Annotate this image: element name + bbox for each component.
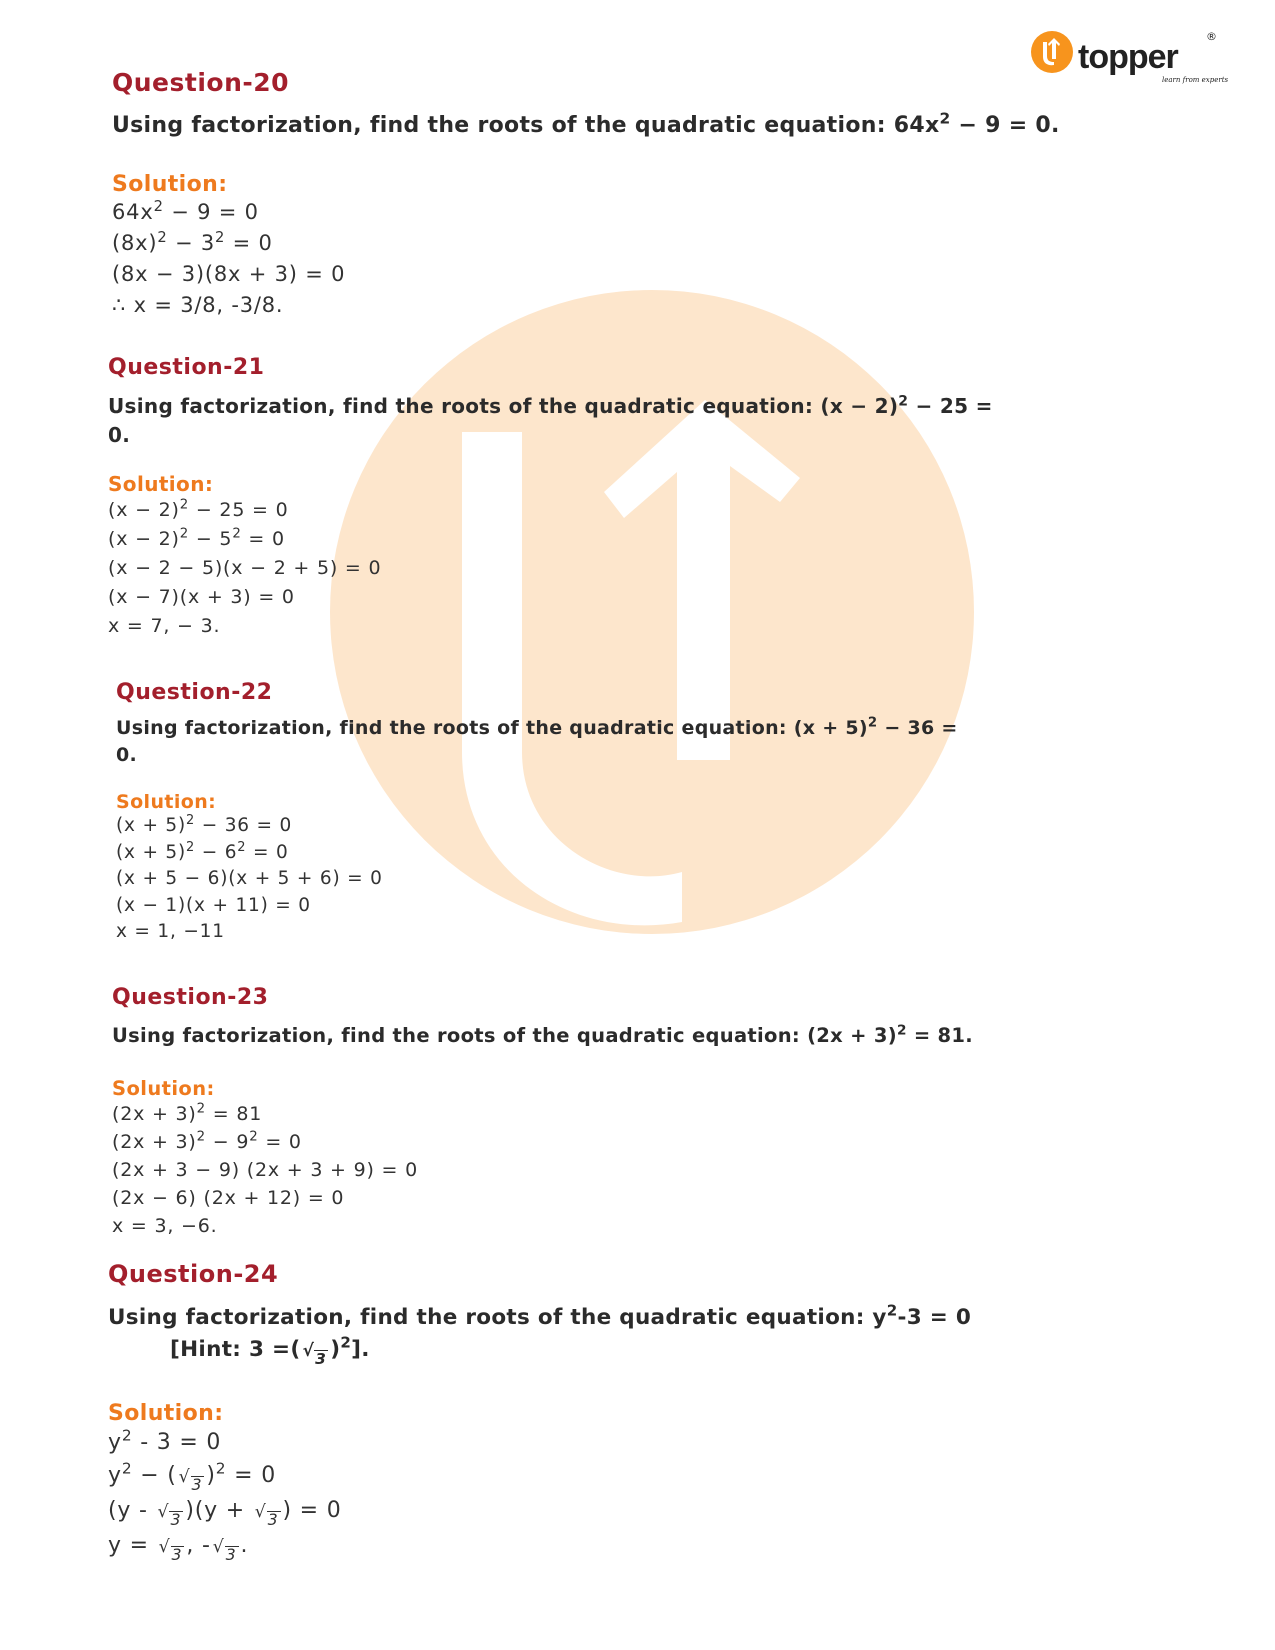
- sqrt3-icon: √ 3: [157, 1502, 182, 1530]
- question-block-20: [112, 68, 1060, 321]
- solution-step: (y - √ 3 )(y + √ 3 ) = 0: [108, 1498, 342, 1530]
- solution-label: Solution:: [108, 472, 214, 496]
- solution-step: $y^2$ − ( √ 3 )$^2$ = 0: [108, 1459, 277, 1495]
- topper-logo: [1030, 28, 1230, 90]
- sqrt3-icon: √ 3: [254, 1502, 279, 1530]
- solution-step: $y^2 - 3 = 0$: [108, 1426, 222, 1455]
- question-title: Question-24: [108, 1260, 279, 1288]
- registered-mark: ®: [1206, 30, 1217, 43]
- solution-label: Solution:: [116, 791, 217, 813]
- question-title: Question-22: [116, 680, 273, 705]
- solution-step: (8x − 3)(8x + 3) = 0: [112, 262, 346, 286]
- question-text: Using factorization, find the roots of the quadratic equation: $(x + 5)^2 - 36$ = 0.: [116, 715, 958, 766]
- question-title: Question-20: [112, 68, 290, 97]
- solution-label: Solution:: [112, 172, 228, 197]
- question-block-22: [116, 680, 1096, 946]
- solution-label: Solution:: [108, 1401, 224, 1426]
- solution-step: $(2x + 3)^2 = 81$: [112, 1101, 263, 1125]
- sqrt3-icon: √ 3: [302, 1341, 327, 1368]
- question-block-21: [108, 355, 1068, 641]
- solution-step: (x − 2 − 5)(x − 2 + 5) = 0: [108, 557, 382, 579]
- solution-step: (2x − 6) (2x + 12) = 0: [112, 1187, 345, 1209]
- solution-step: x = 7, − 3.: [108, 615, 221, 637]
- question-title: Question-21: [108, 355, 265, 380]
- question-block-23: [112, 985, 973, 1240]
- question-block-24: [108, 1260, 971, 1564]
- solution-step: (2x + 3 − 9) (2x + 3 + 9) = 0: [112, 1159, 418, 1181]
- solution-step: (x − 7)(x + 3) = 0: [108, 586, 295, 608]
- solution-step: ∴ x = 3/8, -3/8.: [112, 293, 284, 317]
- solution-step: $(x + 5)^2 - 6^2 = 0$: [116, 839, 289, 863]
- topper-u-icon: [1031, 31, 1073, 73]
- solution-step: $(x + 5)^2 - 36 = 0$: [116, 812, 293, 836]
- solution-step: x = 1, −11: [116, 921, 225, 942]
- solution-step: (x + 5 − 6)(x + 5 + 6) = 0: [116, 868, 383, 889]
- solution-step: x = 3, −6.: [112, 1215, 218, 1237]
- solution-step: $(2x + 3)^2 - 9^2 = 0$: [112, 1129, 302, 1153]
- solution-step: $64x^2 - 9 = 0$: [112, 197, 259, 224]
- question-text: Using factorization, find the roots of the quadratic equation: $(2x + 3)^2 = 81$.: [112, 1022, 973, 1047]
- sqrt3-icon: √ 3: [178, 1467, 203, 1495]
- question-text: Using factorization, find the roots of the quadratic equation: $64x^2 - 9 = 0$.: [112, 109, 1060, 138]
- topper-tagline: learn from experts: [1162, 76, 1229, 84]
- solution-step: (x − 1)(x + 11) = 0: [116, 894, 311, 916]
- sqrt3-icon: √ 3: [212, 1537, 237, 1565]
- solution-step: $(x - 2)^2 - 5^2 = 0$: [108, 526, 285, 550]
- topper-wordmark: topper: [1078, 38, 1178, 76]
- solution-step: $(x - 2)^2 - 25 = 0$: [108, 497, 289, 521]
- question-text: Using factorization, find the roots of the quadratic equation: $y^2-3 = 0$ [Hint: 3 =( √ 3 )$^2$].: [108, 1301, 972, 1368]
- solution-label: Solution:: [112, 1077, 215, 1100]
- question-hint: [Hint: 3 =( √ 3 )$^2$].: [170, 1333, 370, 1368]
- question-text: Using factorization, find the roots of the quadratic equation: $(x - 2)^2 - 25$ = 0.: [108, 393, 993, 447]
- question-title: Question-23: [112, 985, 269, 1010]
- sqrt3-icon: √ 3: [158, 1537, 183, 1565]
- solution-step: $(8x)^2 - 3^2 = 0$: [112, 228, 273, 255]
- solution-step: y = √ 3 , - √ 3 .: [108, 1533, 249, 1565]
